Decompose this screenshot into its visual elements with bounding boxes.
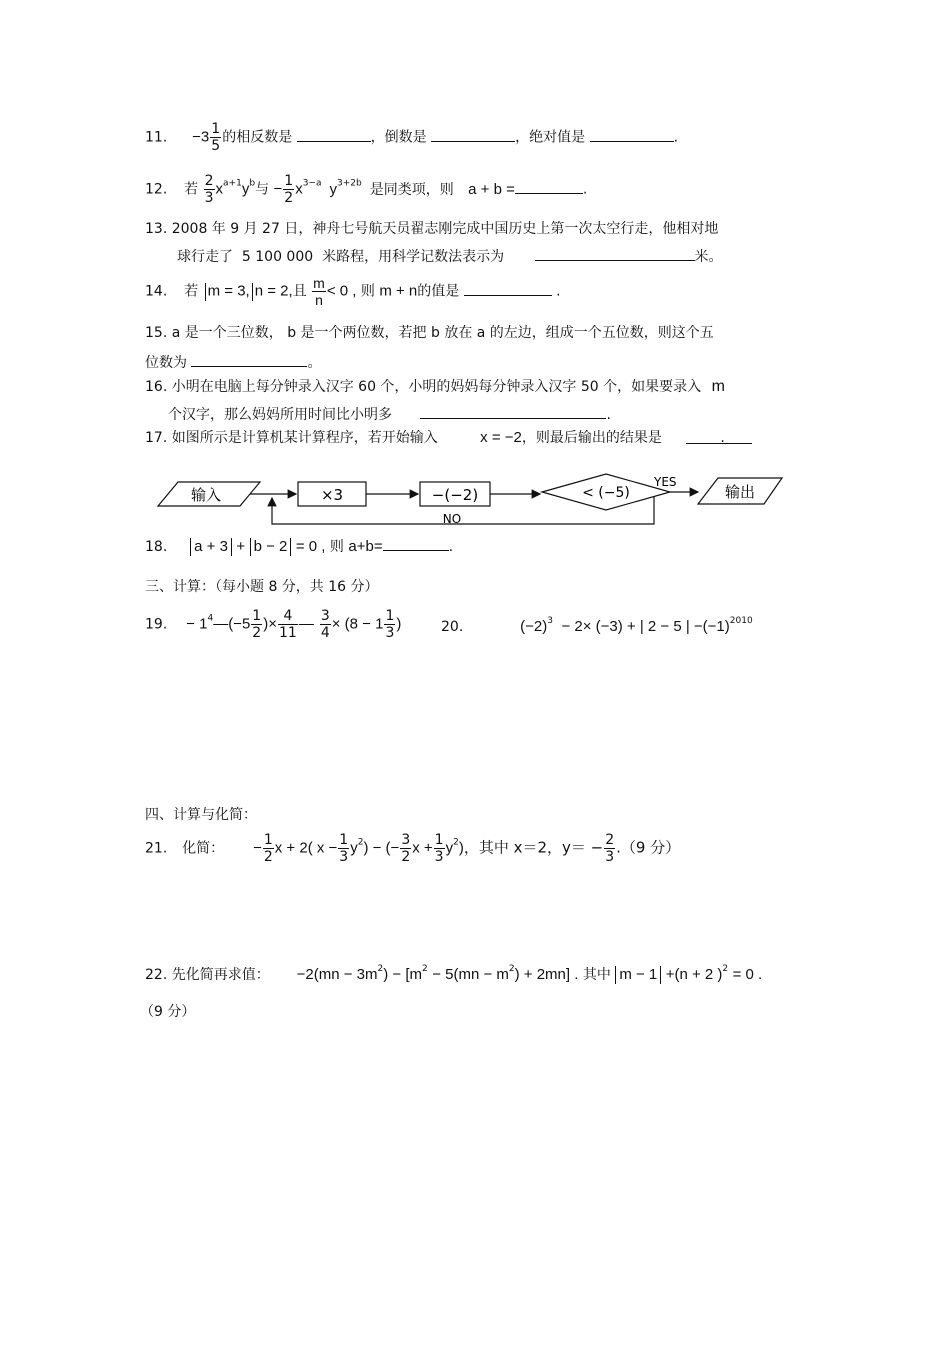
no-label: NO bbox=[442, 512, 462, 526]
answer-blank-reciprocal[interactable] bbox=[431, 127, 515, 142]
fraction: $\frac{2}{3}$ bbox=[204, 173, 214, 206]
answer-blank[interactable] bbox=[191, 352, 307, 367]
answer-blank[interactable]: . bbox=[686, 429, 752, 444]
svg-text:×3: ×3 bbox=[320, 486, 344, 504]
question-15-line1: 15. a 是一个三位数， b 是一个两位数，若把 b 放在 a 的左边，组成一个五位数，则这个五 bbox=[145, 325, 714, 341]
question-13-line1: 13. 2008 年 9 月 27 日，神舟七号航天员翟志刚完成中国历史上第一次太空行走，他相对地 bbox=[145, 221, 719, 237]
svg-text:−(−2): −(−2) bbox=[431, 486, 479, 504]
input-box bbox=[158, 482, 260, 506]
section-3-title: 三、计算：（每小题 8 分，共 16 分） bbox=[145, 579, 379, 595]
section-4-title: 四、计算与化简： bbox=[145, 807, 257, 823]
fraction: $\frac{1}{2}$ bbox=[284, 173, 294, 206]
answer-blank-absolute[interactable] bbox=[590, 127, 674, 142]
flowchart bbox=[150, 466, 790, 530]
question-20: 20. $(-2)^3 - 2\times (-3)$ + | 2 − 5 | $-(-1)^{2010}$ bbox=[441, 616, 753, 635]
question-22: 22. 先化简再求值： $-2(mn - 3m^2) - [m^2 - 5(mn - m^2) + 2mn]$ . 其中 m − 1 +(n + 2 )$^2$ = 0 . bbox=[145, 964, 763, 983]
answer-blank[interactable] bbox=[464, 281, 552, 296]
condition-diamond bbox=[542, 474, 670, 510]
yes-label: YES bbox=[654, 475, 677, 489]
answer-blank[interactable] bbox=[420, 404, 606, 419]
question-11: 11. −3 $\frac{1}{5}$ 的相反数是 ，倒数是 ，绝对值是 . bbox=[145, 121, 679, 154]
svg-text:< (−5): < (−5) bbox=[582, 485, 630, 501]
question-14: 14. 若 m = 3, n = 2,且 $\frac{m}{n}$ < 0 , 则 m + n的值是 . bbox=[145, 275, 561, 308]
output-box bbox=[698, 478, 782, 504]
question-18: 18. a + 3 + b − 2 = 0 , 则 a+b= . bbox=[145, 538, 454, 555]
question-16-line1: 16. 小明在电脑上每分钟录入汉字 60 个，小明的妈妈每分钟录入汉字 50 个，如果要录入 m bbox=[145, 378, 725, 395]
question-number: 11. bbox=[145, 129, 168, 146]
question-17: 17. 如图所示是计算机某计算程序，若开始输入 x = −2，则最后输出的结果是 . bbox=[145, 429, 752, 447]
question-12: 12. 若 $\frac{2}{3}$ $x^{a+1}y^b$与 − $\frac{1}{2}$ $x^{3-a}$ $y^{3+2b}$ 是同类项，则 a + b = . bbox=[145, 173, 588, 206]
question-22-score: （9 分） bbox=[140, 1004, 196, 1020]
question-21: 21. 化简： − $\frac{1}{2}$ x + 2( x − $\frac{1}{3}$ $y^2$) − (− $\frac{3}{2}$ x + $\frac{1}{3}$ $y^2$)，其中 x＝2，y＝ − $\frac{2}{3}$ .（9 分） bbox=[145, 832, 681, 865]
mixed-number-int: −3 bbox=[192, 128, 210, 146]
fraction: $\frac{1}{5}$ bbox=[211, 121, 221, 154]
answer-blank[interactable] bbox=[535, 246, 695, 261]
svg-text:输入: 输入 bbox=[190, 486, 222, 504]
question-15-line2: 位数为 。 bbox=[145, 352, 321, 372]
question-13-line2: 球行走了 5 100 000 米路程，用科学记数法表示为 米。 bbox=[177, 246, 723, 266]
fraction: $\frac{m}{n}$ bbox=[313, 275, 325, 308]
answer-blank[interactable] bbox=[515, 179, 583, 194]
question-19: 19. − $1^4—(-5$ $\frac{1}{2}$ )× $\frac{4}{11}$ — $\frac{3}{4}$ × (8 − 1 $\frac{1}{3}$ ) bbox=[145, 608, 402, 641]
multiply-box bbox=[298, 482, 366, 506]
subtract-box bbox=[420, 482, 490, 506]
question-16-line2: 个汉字，那么妈妈所用时间比小明多 . bbox=[168, 404, 611, 424]
svg-text:输出: 输出 bbox=[724, 483, 756, 501]
answer-blank[interactable] bbox=[383, 536, 449, 551]
answer-blank-opposite[interactable] bbox=[297, 127, 371, 142]
